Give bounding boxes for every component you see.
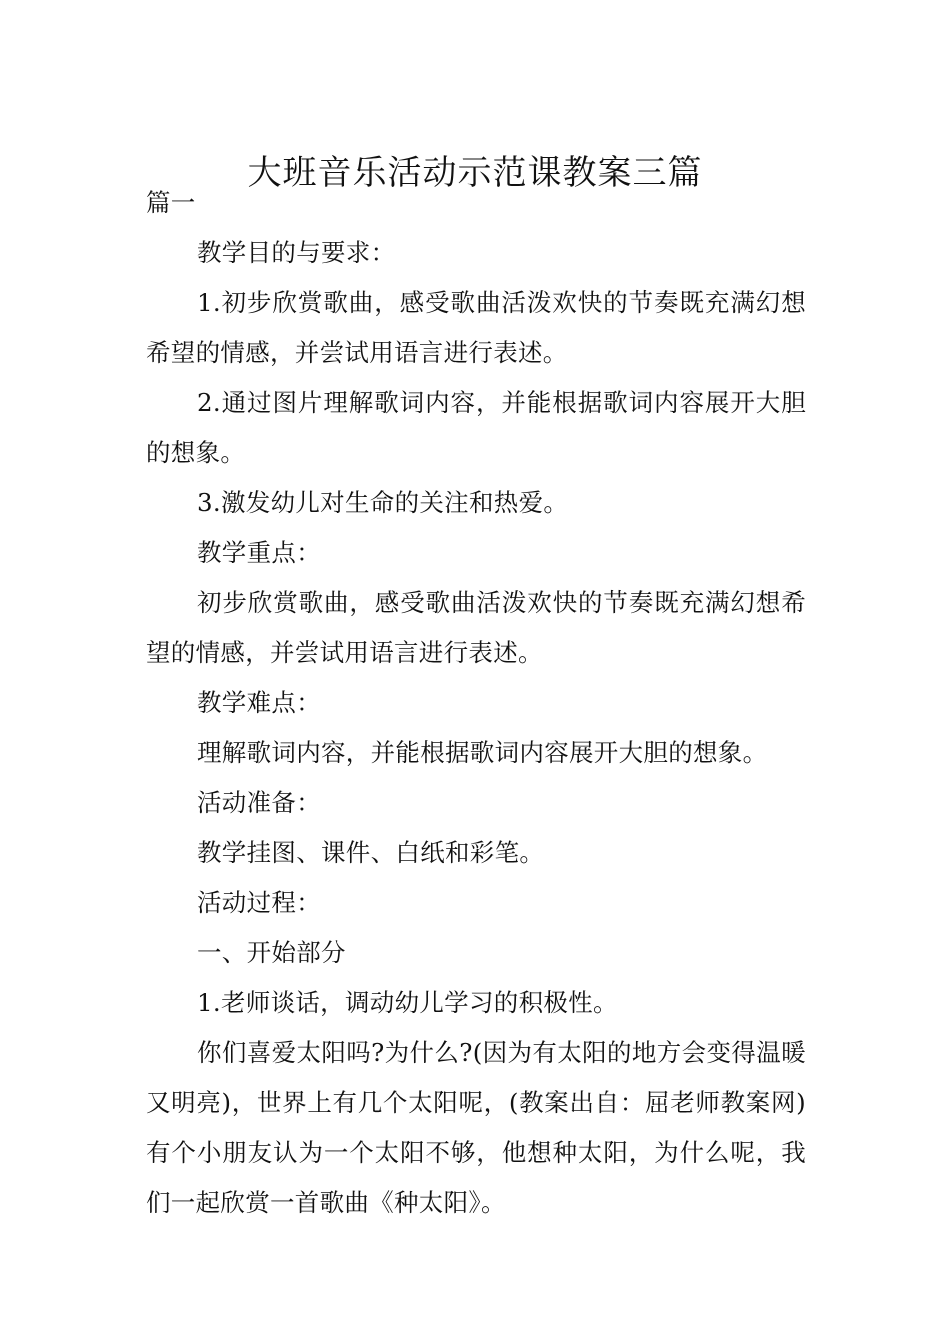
paragraph: 3.激发幼儿对生命的关注和热爱。 [197, 488, 569, 517]
paragraph: 一、开始部分 [197, 938, 346, 967]
paragraph: 教学难点： [197, 688, 321, 717]
paragraph: 教学重点： [197, 538, 321, 567]
paragraph: 2.通过图片理解歌词内容，并能根据歌词内容展开大胆的想象。 [146, 388, 806, 467]
paragraph: 你们喜爱太阳吗?为什么?(因为有太阳的地方会变得温暖又明亮)，世界上有几个太阳呢，(教案出自：屈老师教案网)有个小朋友认为一个太阳不够，他想种太阳，为什么呢，我们一起欣赏一首歌曲《种太阳》。 [146, 1038, 806, 1217]
paragraph: 1.老师谈话，调动幼儿学习的积极性。 [197, 988, 618, 1017]
document-title: 大班音乐活动示范课教案三篇 [247, 152, 703, 193]
section-heading: 篇一 [146, 188, 196, 217]
paragraph: 1.初步欣赏歌曲，感受歌曲活泼欢快的节奏既充满幻想希望的情感，并尝试用语言进行表述。 [146, 288, 806, 367]
paragraph: 教学目的与要求： [197, 238, 396, 267]
paragraph: 理解歌词内容，并能根据歌词内容展开大胆的想象。 [197, 738, 768, 767]
paragraph: 活动过程： [197, 888, 321, 917]
paragraph: 教学挂图、课件、白纸和彩笔。 [197, 838, 545, 867]
paragraph: 初步欣赏歌曲，感受歌曲活泼欢快的节奏既充满幻想希望的情感，并尝试用语言进行表述。 [146, 588, 806, 667]
document-body [146, 178, 806, 1228]
paragraph: 活动准备： [197, 788, 321, 817]
